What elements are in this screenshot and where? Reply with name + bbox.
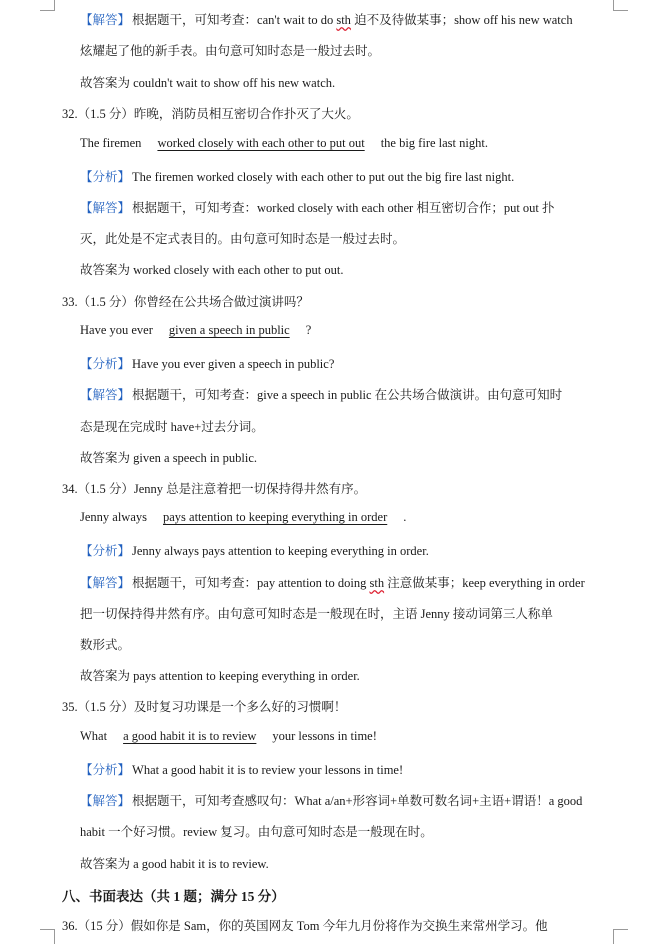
text: What a good habit it is to review your lessons in time! [132,763,404,777]
page-corner-mark [40,929,55,944]
text: Jenny always [80,510,147,524]
question-title: 35.（1.5 分）及时复习功课是一个多么好的习惯啊！ [62,700,347,714]
fenxi-tag: 【分析】 [80,357,131,371]
text: 根据题干，可知考查：can't wait to do [132,13,337,27]
answer-line: 数形式。 [80,638,131,652]
page-corner-mark [40,0,55,11]
question-blank-line [80,136,488,151]
fenxi-tag: 【分析】 [80,170,131,184]
answer-blank: a good habit it is to review [123,729,257,743]
text: What [80,729,108,743]
answer-blank: given a speech in public [168,323,290,337]
answer-line [80,198,555,216]
text: Have you ever given a speech in public? [132,357,335,371]
jieda-tag: 【解答】 [80,794,131,808]
question-title: 36.（15 分）假如你是 Sam，你的英国网友 Tom 今年九月份将作为交换生来常州学习。他 [62,919,548,933]
text: your lessons in time! [272,729,377,743]
text: 迫不及待做某事；show off his new watch [350,13,573,27]
analysis-line [80,760,403,778]
answer-line [80,791,582,809]
answer-line [80,385,562,403]
jieda-tag: 【解答】 [80,201,131,215]
fenxi-tag: 【分析】 [80,763,131,777]
question-title: 34.（1.5 分）Jenny 总是注意着把一切保持得井然有序。 [62,482,367,496]
answer-line [80,10,573,28]
text: 根据题干，可知考查：give a speech in public 在公共场合做演讲。由句意可知时 [132,388,563,402]
jieda-tag: 【解答】 [80,13,131,27]
answer-line: 态是现在完成时 have+过去分词。 [80,420,264,434]
analysis-line [80,354,334,372]
answer-line: 灭，此处是不定式表目的。由句意可知时态是一般过去时。 [80,232,406,246]
text: sth [336,13,351,27]
answer-line: habit 一个好习惯。review 复习。由句意可知时态是一般现在时。 [80,825,433,839]
answer-line: 故答案为 worked closely with each other to put out. [80,263,344,277]
fenxi-tag: 【分析】 [80,544,131,558]
answer-blank: pays attention to keeping everything in order [163,510,388,524]
section-heading: 八、书面表达（共 1 题；满分 15 分） [62,889,285,904]
text: 根据题干，可知考查：pay attention to doing [132,576,370,590]
answer-line [80,573,585,591]
answer-line: 故答案为 a good habit it is to review. [80,857,269,871]
question-blank-line [80,323,311,338]
text: Jenny always pays attention to keeping everything in order. [132,544,429,558]
answer-line: 把一切保持得井然有序。由句意可知时态是一般现在时，主语 Jenny 接动词第三人称单 [80,607,553,621]
answer-line: 故答案为 couldn't wait to show off his new watch. [80,76,336,90]
question-blank-line [80,729,377,744]
page-corner-mark [613,0,628,11]
text: ? [305,323,312,337]
answer-blank: worked closely with each other to put out [157,136,365,150]
analysis-line [80,541,429,559]
text: The firemen worked closely with each other to put out the big fire last night. [132,170,515,184]
text: 注意做某事；keep everything in order [384,576,585,590]
text: . [403,510,407,524]
jieda-tag: 【解答】 [80,388,131,402]
page-corner-mark [613,929,628,944]
answer-line: 故答案为 given a speech in public. [80,451,258,465]
text: Have you ever [80,323,153,337]
analysis-line [80,167,514,185]
text: 根据题干，可知考查：worked closely with each other 相互密切合作；put out 扑 [132,201,555,215]
jieda-tag: 【解答】 [80,576,131,590]
answer-line: 故答案为 pays attention to keeping everything in order. [80,669,360,683]
text: sth [369,576,385,590]
answer-line: 炫耀起了他的新手表。由句意可知时态是一般过去时。 [80,44,381,58]
text: The firemen [80,136,142,150]
question-title: 32.（1.5 分）昨晚，消防员相互密切合作扑灭了大火。 [62,107,359,121]
text: the big fire last night. [380,136,488,150]
question-blank-line [80,510,406,525]
question-title: 33.（1.5 分）你曾经在公共场合做过演讲吗？ [62,295,309,309]
text: 根据题干，可知考查感叹句：What a/an+形容词+单数可数名词+主语+谓语！a good [132,794,583,808]
